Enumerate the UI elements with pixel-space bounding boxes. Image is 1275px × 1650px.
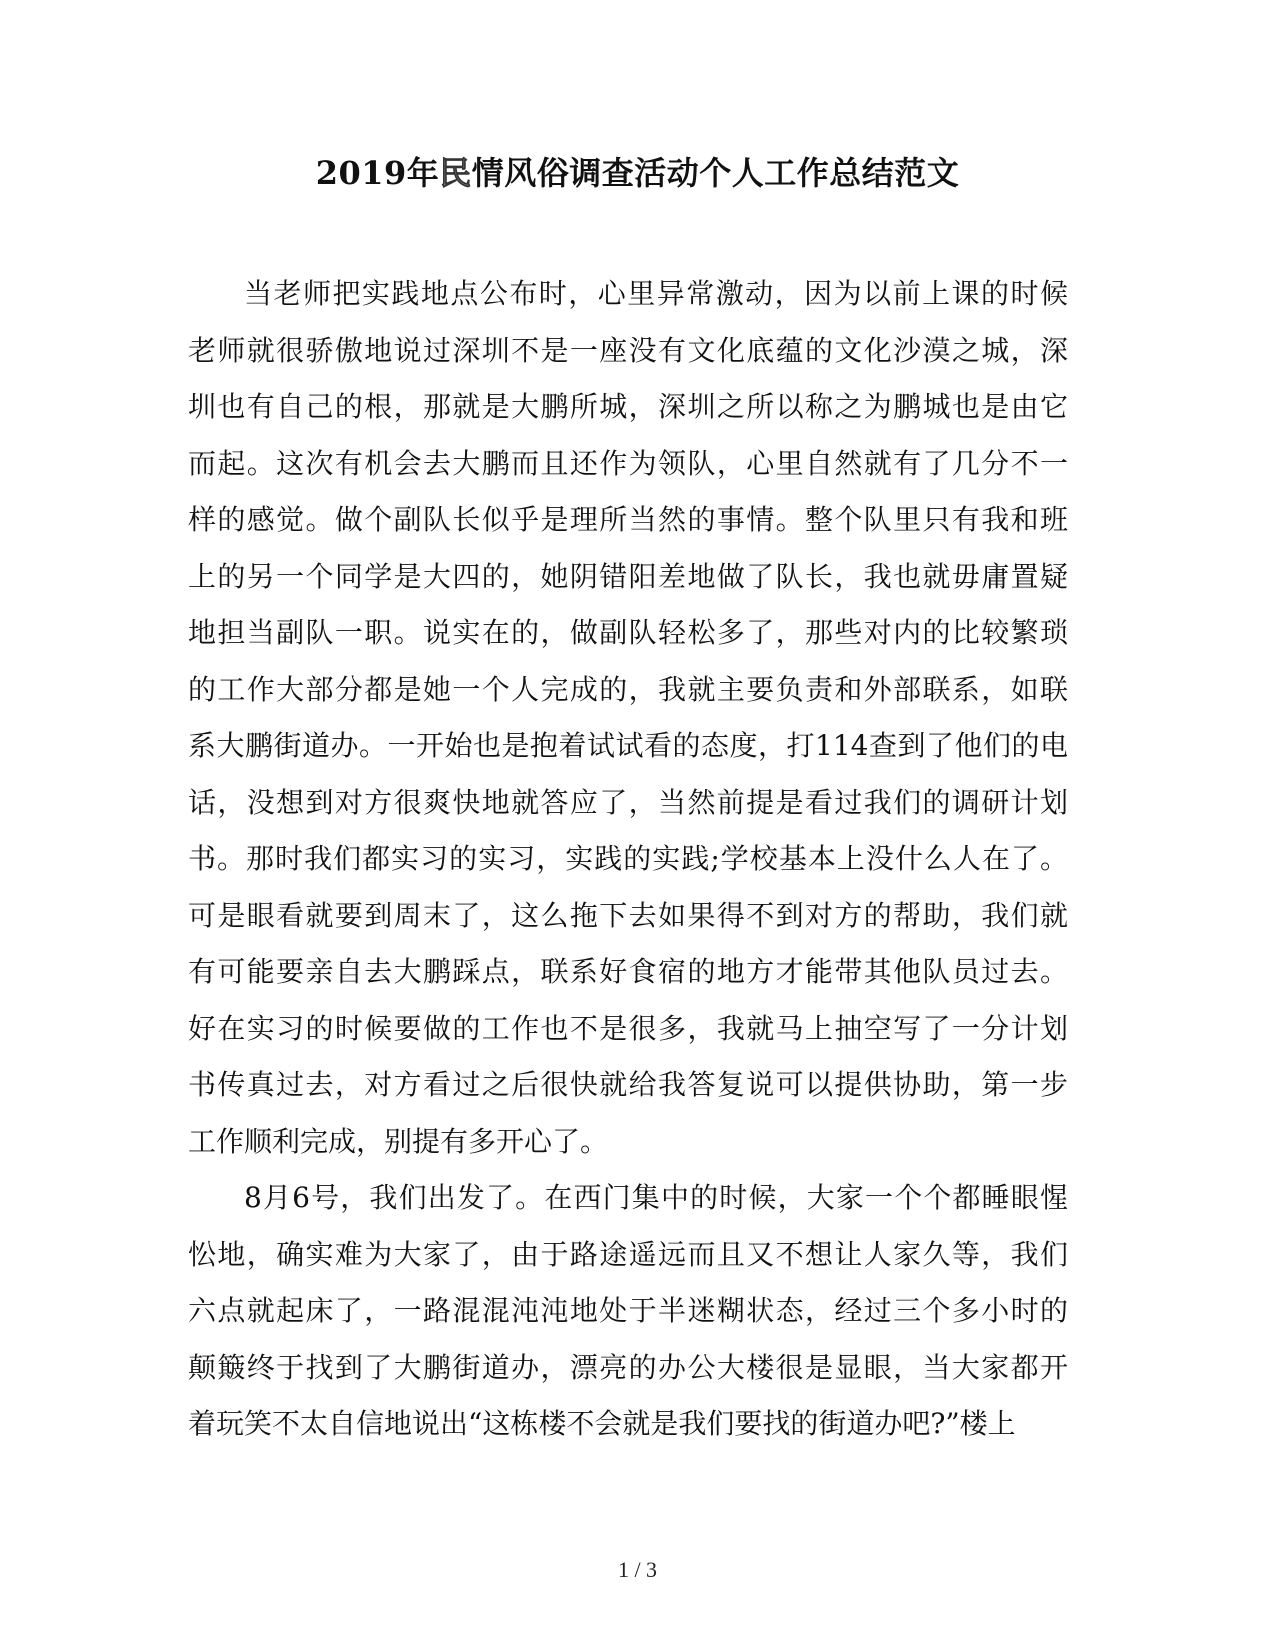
text-line: 书传真过去，对方看过之后很快就给我答复说可以提供协助，第一步 xyxy=(188,1068,1068,1101)
text-line: 好在实习的时候要做的工作也不是很多，我就马上抽空写了一分计划 xyxy=(188,1011,1068,1045)
text-line: 六点就起床了，一路混混沌沌地处于半迷糊状态，经过三个多小时的 xyxy=(188,1294,1068,1327)
text-line: 上的另一个同学是大四的，她阴错阳差地做了队长，我也就毋庸置疑 xyxy=(188,559,1068,593)
text-line: 系大鹏街道办。一开始也是抱着试试看的态度，打114查到了他们的电 xyxy=(188,729,1068,762)
document-body xyxy=(188,266,1068,1453)
text-line: 有可能要亲自去大鹏踩点，联系好食宿的地方才能带其他队员过去。 xyxy=(188,955,1068,988)
paragraph xyxy=(188,1170,1068,1453)
text-line: 圳也有自己的根，那就是大鹏所城，深圳之所以称之为鹏城也是由它 xyxy=(188,390,1068,423)
text-line: 可是眼看就要到周末了，这么拖下去如果得不到对方的帮助，我们就 xyxy=(188,898,1068,932)
text-line: 样的感觉。做个副队长似乎是理所当然的事情。整个队里只有我和班 xyxy=(188,503,1068,536)
text-line: 工作顺利完成，别提有多开心了。 xyxy=(188,1124,609,1158)
title-prefix: 2019年 xyxy=(315,154,440,192)
text-line: 地担当副队一职。说实在的，做副队轻松多了，那些对内的比较繁琐 xyxy=(188,616,1068,649)
text-line: 忪地，确实难为大家了，由于路途遥远而且又不想让人家久等，我们 xyxy=(188,1237,1068,1271)
text-line: 的工作大部分都是她一个人完成的，我就主要负责和外部联系，如联 xyxy=(188,672,1068,706)
text-line: 话，没想到对方很爽快地就答应了，当然前提是看过我们的调研计划 xyxy=(188,785,1068,819)
text-line: 着玩笑不太自信地说出“这栋楼不会就是我们要找的街道办吧?”楼上 xyxy=(188,1407,1016,1440)
title-highlight: 民 xyxy=(439,154,472,192)
text-line: 老师就很骄傲地说过深圳不是一座没有文化底蕴的文化沙漠之城，深 xyxy=(188,333,1068,367)
paragraph xyxy=(188,266,1068,1170)
text-line: 8月6号，我们出发了。在西门集中的时候，大家一个个都睡眼惺 xyxy=(244,1181,1068,1214)
text-line: 书。那时我们都实习的实习，实践的实践;学校基本上没什么人在了。 xyxy=(188,842,1068,875)
text-line: 颠簸终于找到了大鹏街道办，漂亮的办公大楼很是显眼，当大家都开 xyxy=(188,1350,1068,1384)
title-rest: 情风俗调查活动个人工作总结范文 xyxy=(471,154,960,192)
text-line: 而起。这次有机会去大鹏而且还作为领队，心里自然就有了几分不一 xyxy=(188,446,1068,480)
document-title xyxy=(0,148,1275,194)
page-number: 1 / 3 xyxy=(617,1557,658,1582)
text-line: 当老师把实践地点公布时，心里异常激动，因为以前上课的时候 xyxy=(244,277,1068,310)
